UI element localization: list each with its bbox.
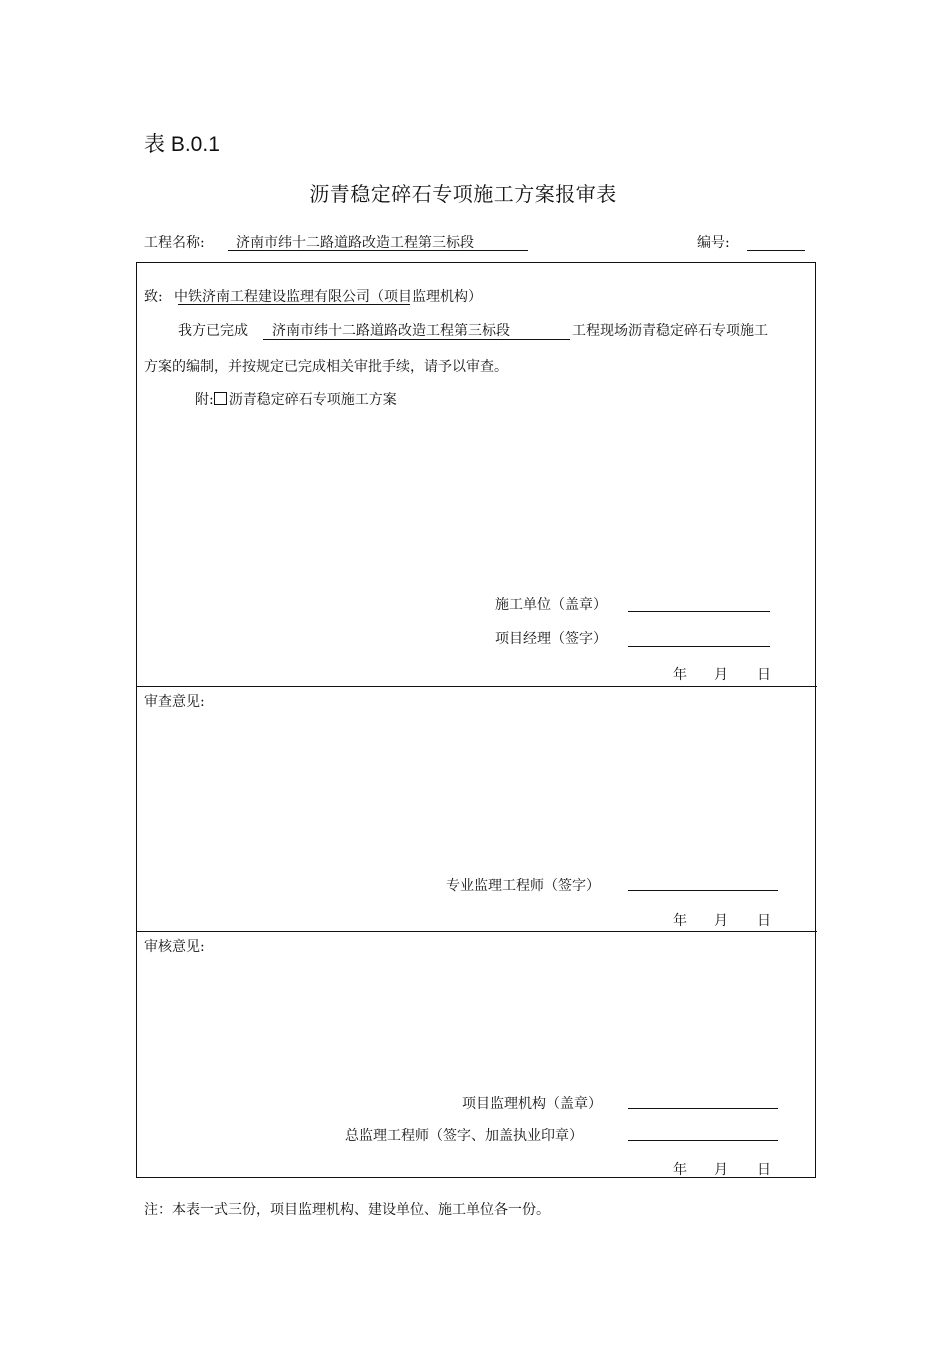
completion-project: 济南市纬十二路道路改造工程第三标段: [272, 323, 510, 339]
chief-engineer-sign-label: 总监理工程师（签字、加盖执业印章）: [345, 1128, 583, 1144]
date-month: 月: [714, 1162, 728, 1178]
to-label: 致:: [144, 289, 163, 305]
number-underline: [747, 250, 805, 251]
footer-note: 注：本表一式三份，项目监理机构、建设单位、施工单位各一份。: [144, 1202, 550, 1218]
date-year: 年: [673, 913, 687, 929]
date-year: 年: [673, 667, 687, 683]
attachment-checkbox[interactable]: [214, 392, 227, 405]
supervision-agency-seal-label: 项目监理机构（盖章）: [462, 1096, 602, 1112]
completion-line-2: 方案的编制，并按规定已完成相关审批手续，请予以审查。: [144, 359, 508, 375]
document-title: 沥青稳定碎石专项施工方案报审表: [309, 182, 617, 206]
supervising-engineer-sign-label: 专业监理工程师（签字）: [446, 878, 600, 894]
date-day: 日: [757, 1162, 771, 1178]
completion-project-underline: [263, 339, 570, 340]
attachment: [195, 389, 397, 409]
completion-suffix: 工程现场沥青稳定碎石专项施工: [572, 323, 768, 339]
date-day: 日: [757, 913, 771, 929]
construction-unit-seal-label: 施工单位（盖章）: [495, 597, 607, 613]
section-divider-1: [136, 686, 817, 687]
date-day: 日: [757, 667, 771, 683]
supervising-engineer-sign-line[interactable]: [628, 890, 778, 891]
project-manager-sign-label: 项目经理（签字）: [495, 631, 607, 647]
attachment-label: 附:: [195, 392, 214, 408]
date-month: 月: [714, 913, 728, 929]
attachment-item: 沥青稳定碎石专项施工方案: [228, 392, 397, 408]
section-divider-2: [136, 931, 817, 932]
review-opinion-label: 审查意见:: [144, 694, 205, 710]
chief-engineer-sign-line[interactable]: [628, 1140, 778, 1141]
form-number: 表 B.0.1: [144, 133, 220, 156]
completion-prefix: 我方已完成: [178, 323, 248, 339]
construction-unit-seal-line[interactable]: [628, 611, 770, 612]
project-name-value: 济南市纬十二路道路改造工程第三标段: [236, 235, 474, 251]
audit-opinion-label: 审核意见:: [144, 939, 205, 955]
number-label: 编号:: [697, 235, 730, 251]
supervision-agency-seal-line[interactable]: [628, 1108, 778, 1109]
project-name-underline: [228, 250, 528, 251]
project-name-label: 工程名称:: [144, 235, 205, 251]
recipient-underline: [178, 304, 410, 305]
to-recipient: 中铁济南工程建设监理有限公司（项目监理机构）: [174, 289, 482, 305]
date-month: 月: [714, 667, 728, 683]
date-year: 年: [673, 1162, 687, 1178]
project-manager-sign-line[interactable]: [628, 646, 770, 647]
